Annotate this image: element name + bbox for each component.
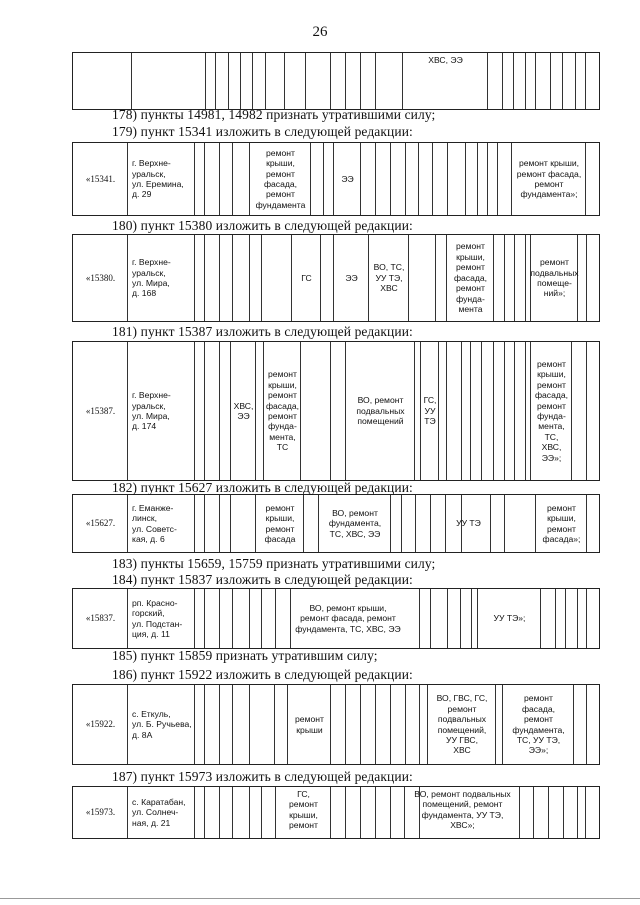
column-divider <box>586 589 587 648</box>
amendment-instruction: 184) пункт 15837 изложить в следующей редакции: <box>112 572 413 587</box>
column-divider <box>562 53 563 109</box>
table-cell <box>73 589 128 648</box>
column-divider <box>565 589 566 648</box>
table-cell <box>447 235 494 321</box>
column-divider <box>215 53 216 109</box>
column-divider <box>548 787 549 838</box>
column-divider <box>204 589 205 648</box>
column-divider <box>497 143 498 215</box>
cell-text: ЭЭ <box>345 272 358 283</box>
column-divider <box>533 787 534 838</box>
column-divider <box>360 53 361 109</box>
column-divider <box>261 787 262 838</box>
amendment-instruction: 179) пункт 15341 изложить в следующей редакции: <box>112 124 413 139</box>
table-cell <box>428 685 496 764</box>
column-divider <box>446 342 447 480</box>
table-cell <box>319 495 391 552</box>
table-cell <box>128 342 195 480</box>
column-divider <box>460 589 461 648</box>
column-divider <box>504 235 505 321</box>
table-cell <box>531 342 572 480</box>
column-divider <box>481 342 482 480</box>
column-divider <box>504 495 505 552</box>
column-divider <box>345 685 346 764</box>
column-divider <box>563 787 564 838</box>
amendment-instruction: 180) пункт 15380 изложить в следующей редакции: <box>112 218 413 233</box>
table-cell <box>276 589 420 648</box>
column-divider <box>330 53 331 109</box>
cell-text: ремонт крыши, ремонт фасада, ремонт фундамента <box>255 147 306 210</box>
column-divider <box>447 589 448 648</box>
table-cell <box>503 685 574 764</box>
column-divider <box>219 143 220 215</box>
column-divider <box>205 53 206 109</box>
table-cell <box>512 143 586 215</box>
table-fragment <box>72 684 600 765</box>
table-cell <box>128 495 195 552</box>
cell-text: ремонт крыши, ремонт фасада, ремонт фунда- мента <box>453 241 488 315</box>
column-divider <box>432 143 433 215</box>
table-cell <box>276 787 331 838</box>
column-divider <box>525 235 526 321</box>
amendment-instruction: 186) пункт 15922 изложить в следующей редакции: <box>112 667 413 682</box>
amendment-instruction: 183) пункты 15659, 15759 признать утратившими силу; <box>112 556 436 571</box>
amendment-instruction: 181) пункт 15387 изложить в следующей редакции: <box>112 324 413 339</box>
column-divider <box>525 342 526 480</box>
column-divider <box>470 342 471 480</box>
column-divider <box>430 589 431 648</box>
column-divider <box>514 235 515 321</box>
column-divider <box>265 53 266 109</box>
cell-text: ХВС, ЭЭ <box>233 400 254 421</box>
amendment-instruction: 182) пункт 15627 изложить в следующей редакции: <box>112 480 413 495</box>
column-divider <box>465 143 466 215</box>
table-cell <box>405 787 520 838</box>
cell-text: г. Верхне- уральск, ул. Мира, д. 174 <box>132 390 171 432</box>
cell-text: рп. Красно- горский, ул. Подстан- ция, д. 11 <box>132 597 183 639</box>
column-divider <box>219 342 220 480</box>
column-divider <box>330 342 331 480</box>
column-divider <box>401 495 402 552</box>
table-fragment <box>72 142 600 216</box>
table-cell <box>334 143 361 215</box>
column-divider <box>360 787 361 838</box>
cell-text: ремонт крыши, ремонт фасада»; <box>542 502 581 544</box>
column-divider <box>586 342 587 480</box>
table-cell <box>128 143 195 215</box>
table-cell <box>73 235 128 321</box>
column-divider <box>249 685 250 764</box>
table-cell <box>369 235 409 321</box>
table-cell <box>346 342 415 480</box>
column-divider <box>232 589 233 648</box>
table-cell <box>536 495 587 552</box>
table-fragment <box>72 341 600 481</box>
column-divider <box>375 143 376 215</box>
table-cell <box>334 235 369 321</box>
column-divider <box>390 685 391 764</box>
cell-text: ВО, ремонт фундамента, ТС, ХВС, ЭЭ <box>328 507 382 539</box>
table-fragment <box>72 234 600 322</box>
table-cell <box>73 342 128 480</box>
cell-text: ВО, ремонт подвальных помещений, ремонт фундамента, УУ ТЭ, ХВС»; <box>414 789 511 831</box>
column-divider <box>550 53 551 109</box>
column-divider <box>219 235 220 321</box>
column-divider <box>228 53 229 109</box>
column-divider <box>204 235 205 321</box>
table-cell <box>128 787 195 838</box>
column-divider <box>375 685 376 764</box>
table-cell <box>421 342 439 480</box>
column-divider <box>390 143 391 215</box>
cell-text: «15627. <box>85 518 116 529</box>
page-bottom-edge <box>0 898 640 899</box>
column-divider <box>477 143 478 215</box>
column-divider <box>415 495 416 552</box>
table-cell <box>231 342 256 480</box>
column-divider <box>232 143 233 215</box>
column-divider <box>232 787 233 838</box>
table-cell <box>73 685 128 764</box>
cell-text: ВО, ремонт подвальных помещений <box>356 395 405 427</box>
table-cell <box>446 495 491 552</box>
column-divider <box>447 143 448 215</box>
amendment-instruction: 185) пункт 15859 признать утратившим силу; <box>112 648 378 663</box>
column-divider <box>204 685 205 764</box>
column-divider <box>232 685 233 764</box>
column-divider <box>577 787 578 838</box>
column-divider <box>419 685 420 764</box>
column-divider <box>585 787 586 838</box>
cell-text: ВО, ТС, УУ ТЭ, ХВС <box>373 262 405 294</box>
table-cell <box>128 685 195 764</box>
column-divider <box>219 495 220 552</box>
column-divider <box>249 787 250 838</box>
column-divider <box>261 235 262 321</box>
column-divider <box>513 53 514 109</box>
cell-text: УУ ТЭ <box>456 518 481 529</box>
column-divider <box>131 53 132 109</box>
column-divider <box>252 53 253 109</box>
table-cell <box>128 589 195 648</box>
column-divider <box>405 685 406 764</box>
cell-text: ГС, УУ ТЭ <box>423 395 437 427</box>
column-divider <box>555 589 556 648</box>
column-divider <box>345 787 346 838</box>
column-divider <box>204 143 205 215</box>
column-divider <box>525 53 526 109</box>
cell-text: ремонт крыши, ремонт фасада <box>264 502 296 544</box>
page-number: 26 <box>312 24 328 40</box>
cell-text: ЭЭ <box>341 173 354 184</box>
column-divider <box>261 589 262 648</box>
column-divider <box>586 235 587 321</box>
table-cell <box>73 495 128 552</box>
cell-text: ремонт крыши, ремонт фасада, ремонт фунда- мента, ТС <box>265 369 300 453</box>
column-divider <box>204 787 205 838</box>
cell-text: ГС <box>301 272 312 283</box>
column-divider <box>418 143 419 215</box>
cell-text: «15387. <box>85 405 116 416</box>
table-cell <box>478 589 541 648</box>
table-cell <box>256 495 304 552</box>
table-cell <box>531 235 578 321</box>
column-divider <box>219 787 220 838</box>
column-divider <box>240 53 241 109</box>
column-divider <box>577 589 578 648</box>
table-cell <box>288 685 331 764</box>
column-divider <box>204 342 205 480</box>
column-divider <box>405 143 406 215</box>
cell-text: ХВС, ЭЭ <box>428 55 463 65</box>
cell-text: ремонт крыши, ремонт фасада, ремонт фундамента»; <box>516 158 582 200</box>
table-fragment <box>72 52 600 110</box>
cell-text: ремонт крыши <box>295 714 324 735</box>
column-divider <box>345 53 346 109</box>
table-cell <box>264 342 301 480</box>
column-divider <box>230 495 231 552</box>
table-fragment <box>72 786 600 839</box>
cell-text: ремонт подвальных помеще- ний»; <box>530 257 579 299</box>
cell-text: ВО, ремонт крыши, ремонт фасада, ремонт фундамента, ТС, ХВС, ЭЭ <box>295 602 401 634</box>
table-cell <box>73 143 128 215</box>
table-cell <box>250 143 311 215</box>
column-divider <box>514 342 515 480</box>
cell-text: «15837. <box>85 613 116 624</box>
cell-text: г. Верхне- уральск, ул. Еремина, д. 29 <box>132 158 184 200</box>
column-divider <box>375 53 376 109</box>
column-divider <box>471 589 472 648</box>
column-divider <box>461 342 462 480</box>
table-fragment <box>72 494 600 553</box>
column-divider <box>504 342 505 480</box>
column-divider <box>274 685 275 764</box>
cell-text: с. Каратабан, ул. Солнеч- ная, д. 21 <box>132 796 186 828</box>
cell-text: с. Еткуль, ул. Б. Ручьева, д. 8А <box>132 708 192 740</box>
column-divider <box>204 495 205 552</box>
cell-text: ВО, ГВС, ГС, ремонт подвальных помещений, УУ ГВС, ХВС <box>436 693 488 756</box>
cell-text: ремонт фасада, ремонт фундамента, ТС, УУ ТЭ, ЭЭ»; <box>512 693 565 756</box>
cell-text: ремонт крыши, ремонт фасада, ремонт фунда- мента, ТС, ХВС, ЭЭ»; <box>534 358 569 463</box>
column-divider <box>284 53 285 109</box>
column-divider <box>390 787 391 838</box>
table-cell <box>403 53 488 109</box>
column-divider <box>219 589 220 648</box>
column-divider <box>435 235 436 321</box>
table-fragment <box>72 588 600 649</box>
column-divider <box>487 143 488 215</box>
amendment-instruction: 187) пункт 15973 изложить в следующей редакции: <box>112 769 413 784</box>
column-divider <box>249 235 250 321</box>
column-divider <box>493 342 494 480</box>
column-divider <box>323 143 324 215</box>
table-cell <box>128 235 195 321</box>
cell-text: «15341. <box>85 173 116 184</box>
column-divider <box>219 685 220 764</box>
column-divider <box>586 685 587 764</box>
column-divider <box>535 53 536 109</box>
cell-text: «15380. <box>85 272 116 283</box>
column-divider <box>360 685 361 764</box>
column-divider <box>575 53 576 109</box>
cell-text: «15922. <box>85 719 116 730</box>
cell-text: «15973. <box>85 807 116 818</box>
table-cell <box>292 235 321 321</box>
column-divider <box>585 53 586 109</box>
cell-text: г. Верхне- уральск, ул. Мира, д. 168 <box>132 257 171 299</box>
table-cell <box>73 787 128 838</box>
column-divider <box>249 589 250 648</box>
column-divider <box>502 53 503 109</box>
amendment-instruction: 178) пункты 14981, 14982 признать утратившими силу; <box>112 107 436 122</box>
column-divider <box>305 53 306 109</box>
column-divider <box>375 787 376 838</box>
cell-text: ГС, ремонт крыши, ремонт <box>289 789 318 831</box>
cell-text: УУ ТЭ»; <box>493 613 526 624</box>
column-divider <box>232 235 233 321</box>
cell-text: г. Еманже- линск, ул. Советс- кая, д. 6 <box>132 502 177 544</box>
column-divider <box>430 495 431 552</box>
